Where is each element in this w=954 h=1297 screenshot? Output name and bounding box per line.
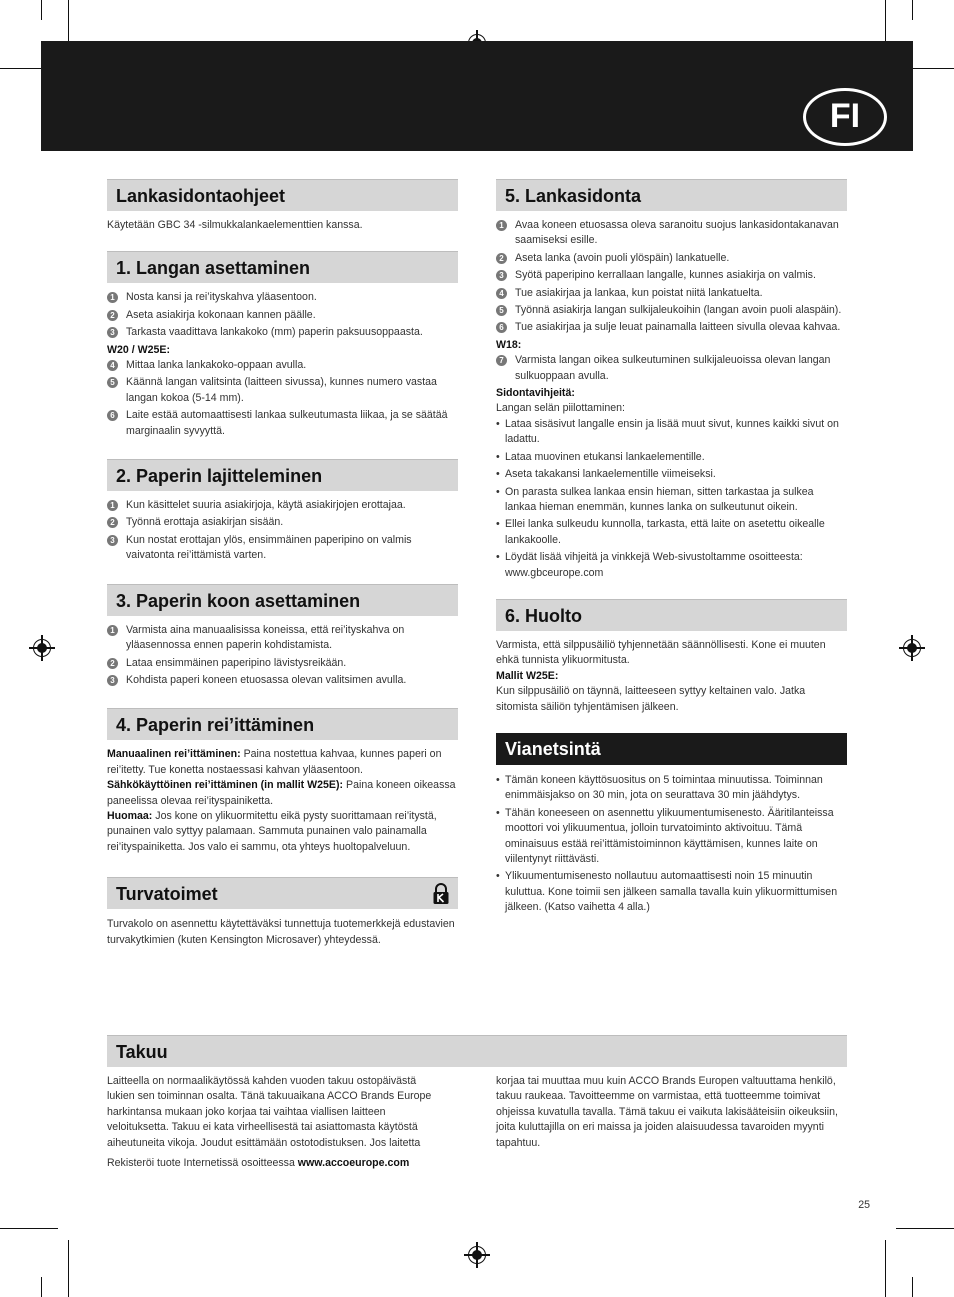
bullet-text: Aseta takakansi lankaelementille viimeiseksi. bbox=[505, 468, 716, 481]
bullet-item bbox=[496, 450, 847, 465]
bullet-item bbox=[496, 485, 847, 516]
bullet-icon: • bbox=[496, 773, 500, 786]
step-item bbox=[496, 286, 847, 301]
section-title: 2. Paperin lajitteleminen bbox=[107, 459, 458, 491]
warranty-text: Laitteella on normaalikäytössä kahden vuoden takuu ostopäivästä lukien sen toiminnan osalta. Tänä takuuaikana ACCO Brands Europe harkintansa mukaan joko korjaa tai vaihtaa viallisen laitteen veloituksetta. Takuu ei kata virheellisestä tai asiattomasta käytöstä aiheutuneita vikoja. Joudut esittämään ostotodistuksen. Jos laitetta bbox=[107, 1075, 432, 1149]
step-text: Kun käsittelet suuria asiakirjoja, käytä asiakirjojen erottajaa. bbox=[126, 499, 406, 512]
step-number-icon: 4 bbox=[107, 360, 118, 371]
crop-mark bbox=[885, 1240, 886, 1297]
step-number-icon: 7 bbox=[496, 355, 507, 366]
section-title: 6. Huolto bbox=[496, 599, 847, 631]
header-banner bbox=[41, 41, 913, 151]
bullet-icon: • bbox=[496, 806, 500, 819]
step-item bbox=[107, 325, 458, 340]
step-item bbox=[107, 533, 458, 564]
bullet-item bbox=[496, 417, 847, 448]
crop-mark bbox=[912, 0, 913, 20]
bullet-icon: • bbox=[496, 870, 500, 883]
step-text: Avaa koneen etuosassa oleva saranoitu suojus lankasidontakanavan saamiseksi esille. bbox=[515, 219, 839, 247]
bullet-icon: • bbox=[496, 417, 500, 430]
step-number-icon: 2 bbox=[107, 310, 118, 321]
step-item bbox=[107, 673, 458, 688]
bullet-item bbox=[496, 550, 847, 581]
step-text: Tarkasta vaadittava lankakoko (mm) paperin paksuusoppaasta. bbox=[126, 326, 423, 339]
step-item bbox=[107, 656, 458, 671]
bullet-icon: • bbox=[496, 450, 500, 463]
left-column bbox=[107, 179, 458, 948]
bullet-item bbox=[496, 773, 847, 804]
step-item bbox=[107, 375, 458, 406]
step-item bbox=[496, 303, 847, 318]
warranty-section bbox=[107, 1035, 847, 1171]
crop-mark bbox=[896, 1228, 954, 1229]
step-number-icon: 3 bbox=[496, 270, 507, 281]
step-number-icon: 6 bbox=[107, 410, 118, 421]
step-item bbox=[107, 623, 458, 654]
steps-list bbox=[496, 353, 847, 384]
bullet-text: On parasta sulkea lankaa ensin hieman, sitten tarkastaa ja sulkea lankaa hieman enemmän, kunnes lanka on sulkeutunut oikein. bbox=[505, 485, 814, 513]
registration-mark-icon bbox=[903, 639, 921, 657]
steps-list bbox=[107, 290, 458, 340]
step-text: Työnnä erottaja asiakirjan sisään. bbox=[126, 516, 284, 529]
step-number-icon: 5 bbox=[107, 377, 118, 388]
section-title: Turvatoimet bbox=[107, 877, 458, 909]
paragraph: Turvakolo on asennettu käytettäväksi tunnettuja tuotemerkkejä edustavien turvakytkimien (kuten Kensington Microsaver) yhteydessä. bbox=[107, 918, 455, 946]
step-text: Kohdista paperi koneen etuosassa olevan valitsimen avulla. bbox=[126, 673, 407, 686]
step-text: Työnnä asiakirja langan sulkijaleukoihin (langan avoin puoli alaspäin). bbox=[515, 304, 842, 317]
bullet-icon: • bbox=[496, 485, 500, 498]
bullet-text: Tähän koneeseen on asennettu ylikuumentumisenesto. Ääritilanteissa moottori voi ylikuumentua, jolloin turvatoiminto aktivoituu. Tämä ominaisuus estää rei’ittämistoiminnon käyttämisen, kunnes laite on viilentynyt riittävästi. bbox=[505, 806, 834, 865]
bullet-icon: • bbox=[496, 468, 500, 481]
section-title: 5. Lankasidonta bbox=[496, 179, 847, 211]
warranty-text: korjaa tai muuttaa muu kuin ACCO Brands Europen valtuuttama henkilö, takuu raukeaa. Tavoitteemme on varmistaa, että tuotteemme toimivat ohjeissa kuvatulla tavalla. Tämä takuu ei vaikuta lakisääteisiin oikeuksiin, joita kuluttajilla on eri maissa ja joiden alaisuudessa tavaroiden myynti tapahtuu. bbox=[496, 1075, 838, 1149]
step-item bbox=[107, 498, 458, 513]
registration-mark-icon bbox=[468, 1246, 486, 1264]
step-text: Käännä langan valitsinta (laitteen sivussa), kunnes numero vastaa langan kokoa (5-14 mm). bbox=[126, 376, 437, 404]
step-text: Tue asiakirjaa ja lankaa, kun poistat niitä lankatuelta. bbox=[515, 286, 763, 299]
step-item bbox=[496, 320, 847, 335]
step-text: Aseta asiakirja kokonaan kannen päälle. bbox=[126, 308, 316, 321]
register-link[interactable]: www.accoeurope.com bbox=[297, 1157, 410, 1170]
step-number-icon: 2 bbox=[107, 517, 118, 528]
bullet-text: Löydät lisää vihjeitä ja vinkkejä Web-sivustoltamme osoitteesta: www.gbceurope.com bbox=[505, 551, 803, 579]
crop-mark bbox=[68, 1240, 69, 1297]
section-title: Vianetsintä bbox=[496, 733, 847, 765]
step-number-icon: 1 bbox=[107, 625, 118, 636]
step-number-icon: 3 bbox=[107, 675, 118, 686]
paragraph: Huomaa: Jos kone on ylikuormitettu eikä pysty suorittamaan rei’itystä, punainen valo syttyy palamaan. Sammuta punainen valo painamalla rei’ityspainiketta. Jos valo ei sammu, ota yhteys huoltopalveluun. bbox=[107, 809, 437, 853]
step-item bbox=[107, 290, 458, 305]
kensington-lock-icon bbox=[432, 883, 450, 905]
step-item bbox=[496, 353, 847, 384]
right-column bbox=[496, 179, 847, 918]
step-text: Nosta kansi ja rei’ityskahva yläasentoon. bbox=[126, 291, 317, 304]
step-number-icon: 6 bbox=[496, 322, 507, 333]
bullet-item bbox=[496, 517, 847, 548]
bullet-text: Lataa muovinen etukansi lankaelementille. bbox=[505, 450, 705, 463]
register-text: Rekisteröi tuote Internetissä osoitteessa www.accoeurope.com bbox=[107, 1157, 410, 1170]
crop-mark bbox=[912, 1277, 913, 1297]
step-number-icon: 2 bbox=[496, 253, 507, 264]
bullet-icon: • bbox=[496, 518, 500, 531]
tips-title: Sidontavihjeitä: bbox=[496, 387, 575, 400]
step-text: Tue asiakirjaa ja sulje leuat painamalla laitteen sivulla olevaa kahvaa. bbox=[515, 321, 841, 334]
bullet-item bbox=[496, 806, 847, 868]
step-item bbox=[107, 515, 458, 530]
step-text: Varmista langan oikea sulkeutuminen sulkijaleuoissa olevan langan sulkuoppaan avulla. bbox=[515, 354, 831, 382]
intro-text: Käytetään GBC 34 -silmukkalankaelementtien kanssa. bbox=[107, 219, 363, 231]
paragraph: Manuaalinen rei’ittäminen: Paina nostettua kahvaa, kunnes paperi on rei’itetty. Tue konetta nostaessasi kahvan yläasentoon. bbox=[107, 748, 442, 776]
steps-list bbox=[107, 358, 458, 439]
section-title: 1. Langan asettaminen bbox=[107, 251, 458, 283]
bullet-list bbox=[496, 417, 847, 581]
section-title: Lankasidontaohjeet bbox=[107, 179, 458, 211]
bullet-item bbox=[496, 467, 847, 482]
crop-mark bbox=[41, 0, 42, 20]
step-item bbox=[107, 358, 458, 373]
steps-list bbox=[496, 218, 847, 336]
model-label: W18: bbox=[496, 338, 522, 351]
step-text: Varmista aina manuaalisissa koneissa, että rei’ityskahva on yläasennossa ennen paperin kohdistamista. bbox=[126, 623, 405, 652]
step-number-icon: 3 bbox=[107, 535, 118, 546]
step-item bbox=[496, 218, 847, 249]
step-item bbox=[496, 251, 847, 266]
model-label: Mallit W25E: bbox=[496, 669, 559, 682]
step-text: Mittaa lanka lankakoko-oppaan avulla. bbox=[126, 359, 307, 372]
step-number-icon: 1 bbox=[107, 292, 118, 303]
step-number-icon: 2 bbox=[107, 658, 118, 669]
model-label: W20 / W25E: bbox=[107, 343, 170, 356]
paragraph: Kun silppusäiliö on täynnä, laitteeseen syttyy keltainen valo. Jatka sitomista säiliön tyhjentämisen jälkeen. bbox=[496, 685, 806, 713]
bullet-item bbox=[496, 869, 847, 915]
steps-list bbox=[107, 498, 458, 564]
step-item bbox=[496, 268, 847, 283]
step-number-icon: 1 bbox=[496, 220, 507, 231]
step-number-icon: 5 bbox=[496, 305, 507, 316]
step-text: Lataa ensimmäinen paperipino lävistysreikään. bbox=[126, 656, 347, 669]
step-text: Kun nostat erottajan ylös, ensimmäinen paperipino on valmis vaivatonta rei’ittämistä varten. bbox=[126, 533, 412, 562]
steps-list bbox=[107, 623, 458, 689]
step-number-icon: 3 bbox=[107, 327, 118, 338]
crop-mark bbox=[0, 1228, 58, 1229]
section-title: 4. Paperin rei’ittäminen bbox=[107, 708, 458, 740]
paragraph: Varmista, että silppusäiliö tyhjennetään säännöllisesti. Kone ei muuten ehkä tunnista ylikuormitusta. bbox=[496, 638, 826, 667]
section-title: Takuu bbox=[107, 1035, 847, 1067]
step-text: Laite estää automaattisesti lankaa sulkeutumasta liikaa, ja se säätää marginaalin syvyyttä. bbox=[126, 409, 448, 437]
step-item bbox=[107, 408, 458, 439]
bullet-list bbox=[496, 773, 847, 916]
paragraph: Sähkökäyttöinen rei’ittäminen (in mallit W25E): Paina koneen oikeassa paneelissa olevaa rei’ityspainiketta. bbox=[107, 779, 456, 807]
step-item bbox=[107, 308, 458, 323]
section-title: 3. Paperin koon asettaminen bbox=[107, 584, 458, 616]
crop-mark bbox=[41, 1277, 42, 1297]
tips-intro: Langan selän piilottaminen: bbox=[496, 402, 625, 415]
registration-mark-icon bbox=[33, 639, 51, 657]
step-number-icon: 1 bbox=[107, 500, 118, 511]
step-text: Aseta lanka (avoin puoli ylöspäin) lankatuelle. bbox=[515, 251, 730, 264]
bullet-text: Ellei lanka sulkeudu kunnolla, tarkasta, että laite on asetettu oikealle lankakoolle. bbox=[505, 518, 825, 546]
bullet-text: Tämän koneen käyttösuositus on 5 toimintaa minuutissa. Toiminnan enimmäisjakso on 30 min, jota on seurattava 30 min jäähdytys. bbox=[505, 773, 823, 802]
language-badge: FI bbox=[803, 88, 887, 146]
bullet-text: Lataa sisäsivut langalle ensin ja lisää muut sivut, kunnes kaikki sivut on ladattu. bbox=[505, 417, 839, 446]
step-number-icon: 4 bbox=[496, 288, 507, 299]
bullet-icon: • bbox=[496, 551, 500, 564]
step-text: Syötä paperipino kerrallaan langalle, kunnes asiakirja on valmis. bbox=[515, 269, 816, 282]
bullet-text: Ylikuumentumisenesto nollautuu automaattisesti noin 15 minuutin kuluttua. Kone toimii sen jälkeen samalla tavalla kuin ylikuormittumisen jälkeen. (Katso vaihetta 4 alla.) bbox=[505, 870, 838, 914]
page-number: 25 bbox=[858, 1199, 870, 1211]
